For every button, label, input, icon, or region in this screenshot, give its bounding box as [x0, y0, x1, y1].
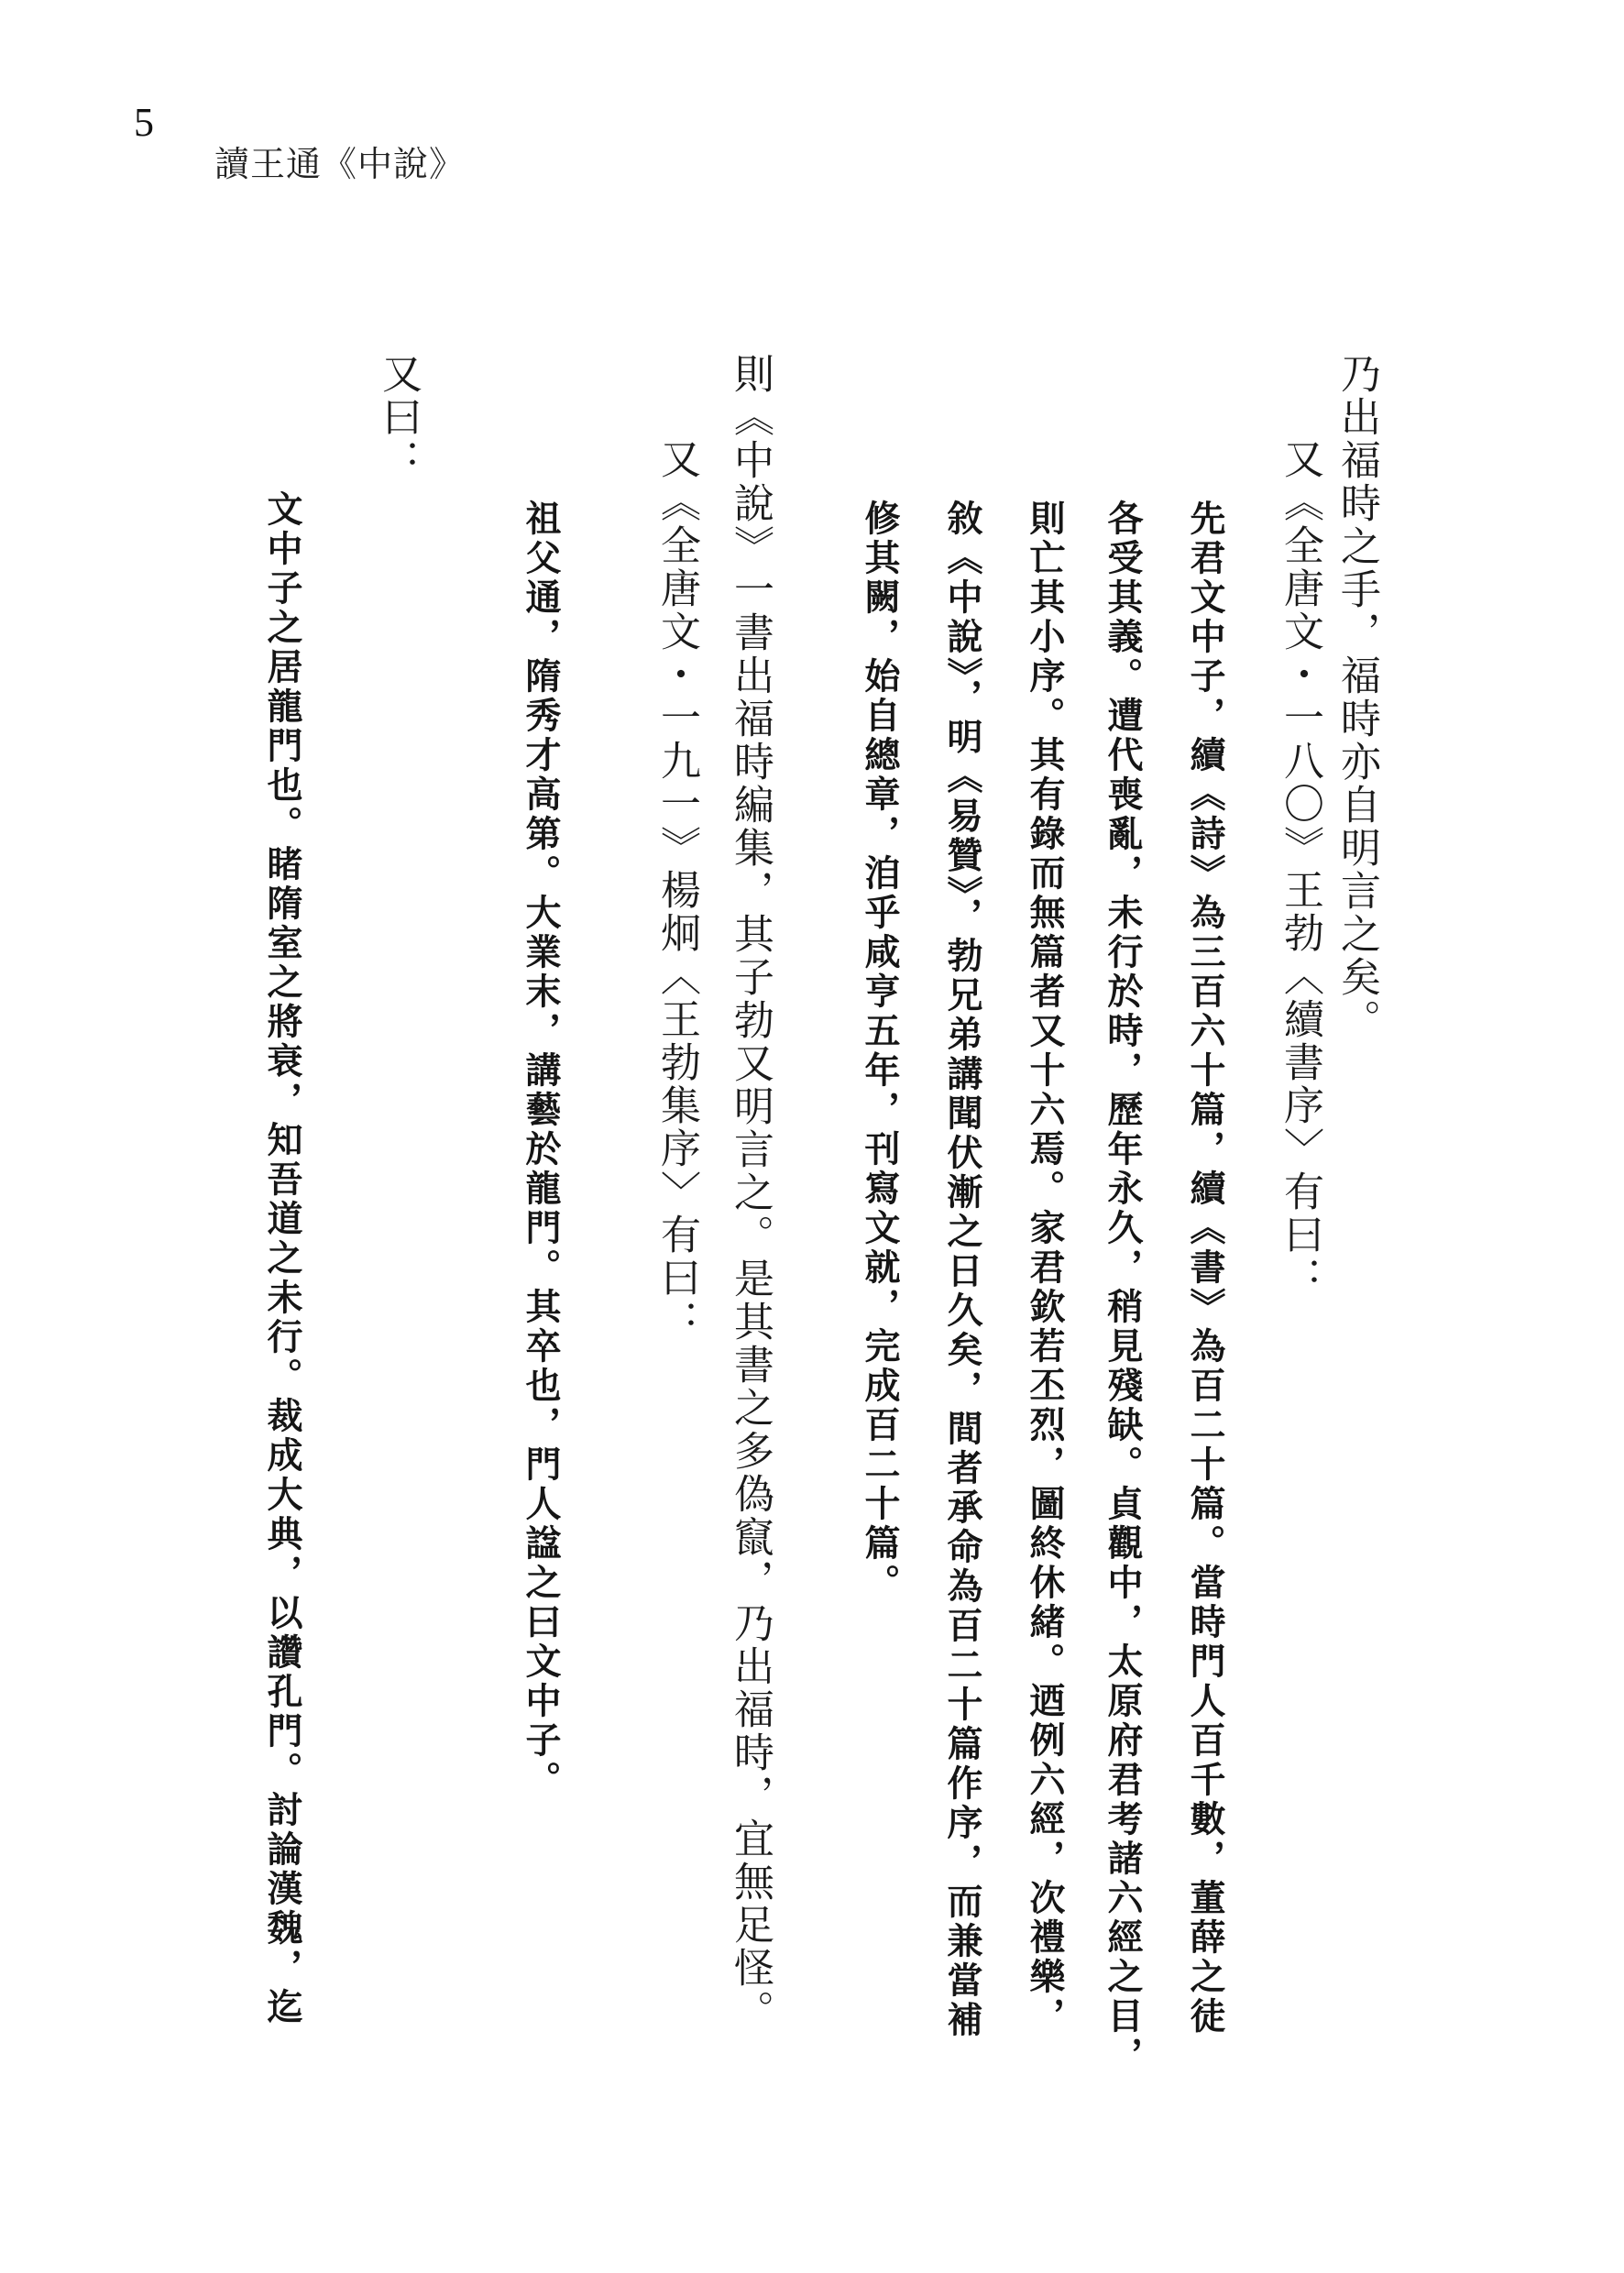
page-number: 5: [134, 100, 154, 145]
block-quote-line: 各受其義。遭代喪亂，未行於時，歷年永久，稍見殘缺。貞觀中，太原府君考諸六經之目，: [1102, 500, 1144, 2076]
block-quote-line: 文中子之居龍門也。睹隋室之將衰，知吾道之未行。裁成大典，以讚孔門。討論漢魏，迄: [261, 490, 303, 2027]
running-title: 讀王通《中說》: [214, 144, 466, 184]
paragraph-line: 乃出福時之手，福時亦自明言之矣。: [1333, 353, 1380, 1042]
block-quote-line: 先君文中子，續《詩》為三百六十篇，續《書》為百二十篇。當時門人百千數，董薛之徒: [1184, 500, 1226, 2037]
citation-intro: 又《全唐文・一九一》楊炯〈王勃集序〉有曰：: [653, 438, 700, 1343]
block-quote-line: 修其闕，始自總章，洎乎咸亨五年，刊寫文就，完成百二十篇。: [859, 500, 901, 1603]
block-quote-line: 敘《中說》，明《易贊》，勃兄弟講聞伏漸之日久矣，間者承命為百二十篇作序，而兼當補: [941, 500, 983, 2040]
block-quote-line: 祖父通，隋秀才高第。大業末，講藝於龍門。其卒也，門人諡之曰文中子。: [520, 500, 562, 1800]
block-quote-line: 則亡其小序。其有錄而無篇者又十六焉。家君欽若丕烈，圖終休緒。迺例六經，次禮樂，: [1024, 500, 1066, 2037]
citation-intro: 又曰：: [375, 353, 422, 482]
paragraph-line: 則《中說》一書出福時編集，其子勃又明言之。是其書之多偽竄，乃出福時，宜無足怪。: [727, 353, 774, 2033]
citation-intro: 又《全唐文・一八〇》王勃〈續書序〉有曰：: [1277, 438, 1323, 1300]
